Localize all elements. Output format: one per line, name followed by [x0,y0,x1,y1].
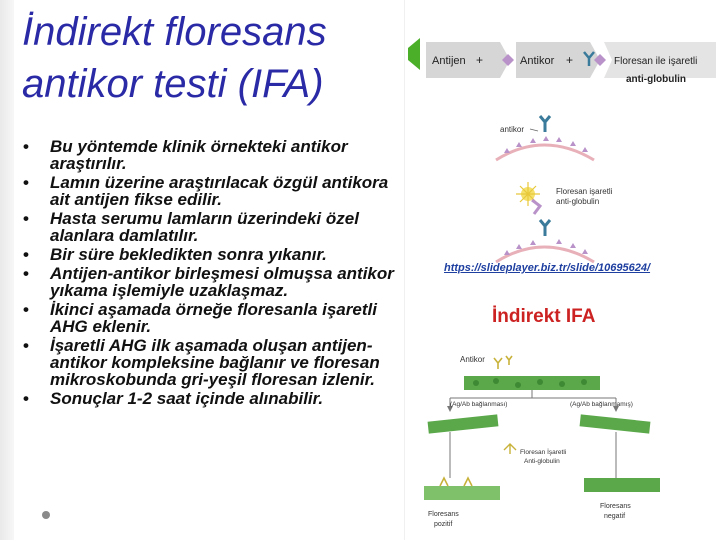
bullet-dot: • [23,300,29,319]
ifa-diagram-title: İndirekt IFA [492,306,596,327]
bullet-text: Hasta serumu lamların üzerindeki özel alanlara damlatılır. [50,209,359,245]
legend-floresan-label: Floresan ile işaretli [614,56,698,67]
bullet-dot: • [23,389,29,408]
bullet-item [18,390,410,407]
result-slide-positive [424,486,500,500]
floresan-label-line1: Floresan işaretli [556,187,613,196]
bullet-dot: • [23,245,29,264]
indirect-ifa-diagram [420,282,720,540]
antibody-cluster-icon [494,356,512,369]
bullet-text: Bu yöntemde klinik örnekteki antikor araştırılır. [50,137,348,173]
bullet-item [18,138,410,172]
bullet-dot: • [23,137,29,156]
negative-label-line1: Floresans [600,503,631,510]
legend-antijen-label: Antijen [432,55,466,67]
bullet-text: Lamın üzerine araştırılacak özgül antikora ait antijen fikse edilir. [50,173,389,209]
bullet-item [18,210,410,244]
slide-indicator-dot [42,511,50,519]
legend-plus-2: + [566,53,574,67]
bullet-list [18,138,410,409]
bullet-text: Sonuçlar 1-2 saat içinde alınabilir. [50,389,324,408]
ag-ab-unbound-label: (Ag/Ab bağlanmamış) [570,401,633,408]
result-slide-negative [584,478,660,492]
bullet-text: İşaretli AHG ilk aşamada oluşan antijen-antikor kompleksine bağlanır ve floresan mikroskobunda gri-yeşil floresan izlenir. [50,336,380,389]
bullet-item [18,337,410,388]
positive-fluorescence-icon [440,478,472,486]
negative-label-line2: negatif [604,513,626,520]
bullet-text: İkinci aşamada örneğe floresanla işaretli AHG eklenir. [50,300,377,336]
labeled-antiglobulin-icon [504,444,516,454]
bullet-item [18,174,410,208]
slide-bound [428,414,499,433]
labeled-antiglobulin-line1: Floresan İşaretli [520,449,567,456]
bullet-dot: • [23,173,29,192]
floresan-label-line2: anti-globulin [556,197,600,206]
slide-title [22,6,402,110]
labeled-antiglobulin-line2: Anti-globulin [524,458,560,465]
bullet-dot: • [23,336,29,355]
bullet-dot: • [23,209,29,228]
antikor-legend-label: Antikor [460,355,485,364]
title-line-2: antikor testi (IFA) [22,62,324,106]
ifa-mechanism-diagram [404,8,720,266]
bullet-item [18,246,410,263]
positive-label-line1: Floresans [428,511,459,518]
bullet-dot: • [23,264,29,283]
legend-antikor-label: Antikor [520,55,555,67]
legend-plus-1: + [476,53,484,67]
slide-unbound [580,414,651,433]
antikor-label: antikor [500,125,525,134]
title-line-1: İndirekt floresans [22,10,327,54]
bullet-item [18,265,410,299]
source-link[interactable]: https://slideplayer.biz.tr/slide/10695624/ [444,262,651,274]
left-accent-stripe [0,0,14,540]
bullet-text: Antijen-antikor birleşmesi olmuşsa antikor yıkama işlemiyle uzaklaşmaz. [50,264,394,300]
antigen-slide [464,376,600,390]
bullet-item [18,301,410,335]
positive-label-line2: pozitif [434,521,453,528]
ag-ab-bound-label: (Ag/Ab bağlanması) [450,401,508,408]
bullet-text: Bir süre bekledikten sonra yıkanır. [50,245,327,264]
legend-antiglobulin-label: anti-globulin [626,74,686,85]
